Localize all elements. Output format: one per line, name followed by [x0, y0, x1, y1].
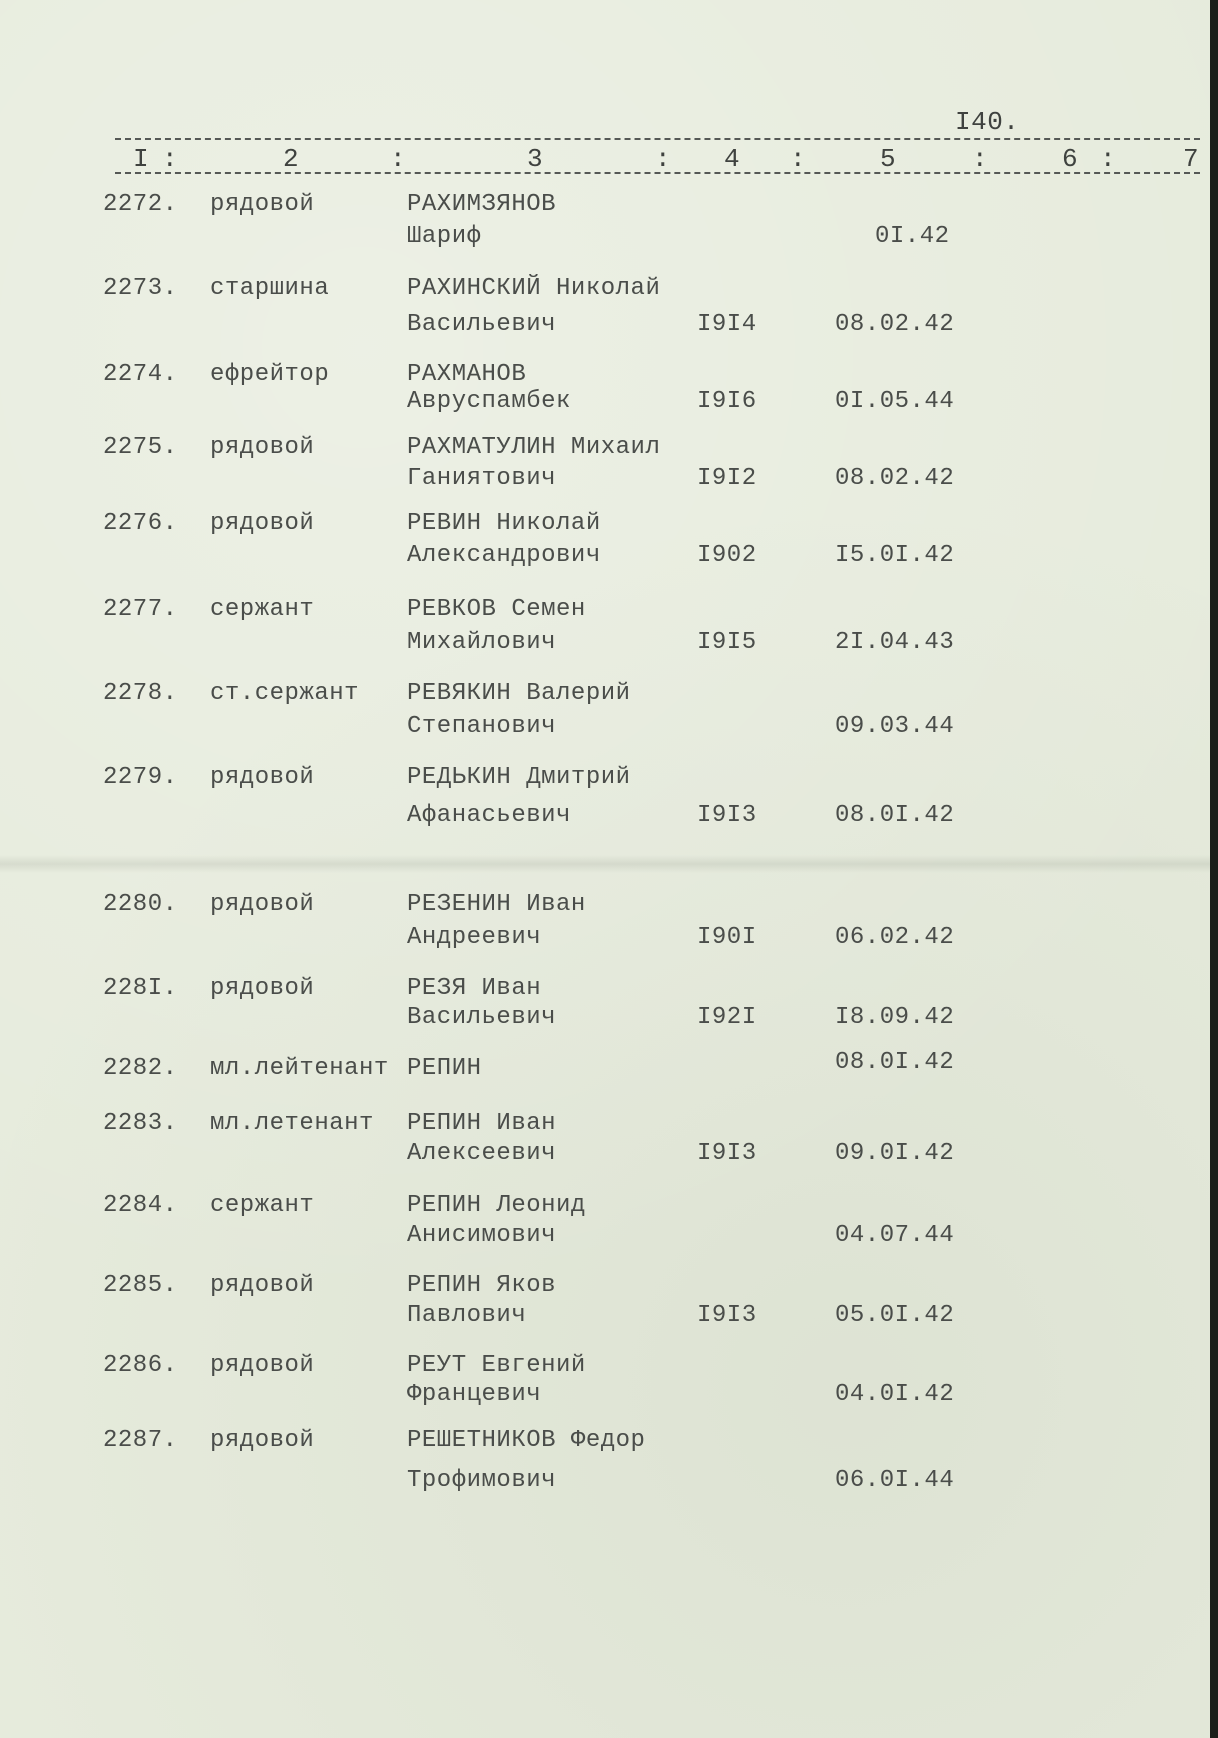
entry-number: 2285.: [103, 1272, 178, 1299]
roster-entry: [0, 975, 1210, 1053]
entry-date: 04.0I.42: [835, 1381, 955, 1408]
entry-date: I5.0I.42: [835, 542, 955, 569]
entry-date: 2I.04.43: [835, 629, 955, 656]
entry-given-name: Трофимович: [407, 1467, 557, 1494]
entry-rank: ефрейтор: [210, 361, 330, 388]
roster-entry: [0, 275, 1210, 353]
entry-birth-year: I9I4: [697, 311, 757, 338]
roster-entry: [0, 596, 1210, 674]
entry-given-name: Шариф: [407, 223, 482, 250]
entry-surname: РЕПИН Леонид: [407, 1192, 586, 1219]
entry-rank: сержант: [210, 1192, 315, 1219]
entry-surname: РАХМАНОВ: [407, 361, 527, 388]
entry-given-name: Степанович: [407, 713, 557, 740]
roster-entry: [0, 510, 1210, 588]
entry-number: 2283.: [103, 1110, 178, 1137]
entry-rank: сержант: [210, 596, 315, 623]
column-separator: :: [972, 144, 988, 174]
entry-rank: рядовой: [210, 1272, 315, 1299]
entry-number: 2275.: [103, 434, 178, 461]
roster-entry: [0, 1352, 1210, 1430]
column-header-4: 4: [724, 144, 740, 174]
entry-surname: РЕШЕТНИКОВ Федор: [407, 1427, 646, 1454]
entry-rank: рядовой: [210, 1427, 315, 1454]
roster-entry: [0, 1192, 1210, 1270]
entry-date: 06.02.42: [835, 924, 955, 951]
column-separator: :: [1100, 144, 1116, 174]
entry-surname: РЕУТ Евгений: [407, 1352, 586, 1379]
entry-date: I8.09.42: [835, 1004, 955, 1031]
entry-rank: рядовой: [210, 1352, 315, 1379]
entry-surname: РЕПИН Яков: [407, 1272, 557, 1299]
roster-entry: [0, 764, 1210, 842]
entry-number: 2282.: [103, 1055, 178, 1082]
entry-rank: мл.лейтенант: [210, 1055, 389, 1082]
entry-number: 2279.: [103, 764, 178, 791]
entry-rank: старшина: [210, 275, 330, 302]
entry-given-name: Васильевич: [407, 1004, 557, 1031]
entry-surname: РАХИНСКИЙ Николай: [407, 275, 661, 302]
column-header-6: 6: [1062, 144, 1078, 174]
entry-surname: РЕЗЕНИН Иван: [407, 891, 586, 918]
entry-number: 2278.: [103, 680, 178, 707]
entry-date: 06.0I.44: [835, 1467, 955, 1494]
column-separator: :: [790, 144, 806, 174]
column-separator: :: [655, 144, 671, 174]
entry-given-name: Ганиятович: [407, 465, 557, 492]
entry-birth-year: I9I3: [697, 802, 757, 829]
entry-date: 09.03.44: [835, 713, 955, 740]
entry-birth-year: I9I5: [697, 629, 757, 656]
entry-birth-year: I9I3: [697, 1302, 757, 1329]
entry-given-name: Авруспамбек: [407, 388, 571, 415]
roster-entry: [0, 1427, 1210, 1505]
column-header-3: 3: [527, 144, 543, 174]
roster-entry: [0, 1110, 1210, 1188]
column-separator: :: [162, 144, 178, 174]
entry-given-name: Афанасьевич: [407, 802, 571, 829]
entry-surname: РЕДЬКИН Дмитрий: [407, 764, 631, 791]
entry-birth-year: I90I: [697, 924, 757, 951]
entry-rank: рядовой: [210, 191, 315, 218]
entry-number: 2277.: [103, 596, 178, 623]
column-header-1: I: [133, 144, 149, 174]
entry-rank: рядовой: [210, 975, 315, 1002]
entry-number: 2273.: [103, 275, 178, 302]
entry-date: 08.0I.42: [835, 802, 955, 829]
entry-number: 2287.: [103, 1427, 178, 1454]
entry-date: 0I.05.44: [835, 388, 955, 415]
entry-birth-year: I9I3: [697, 1140, 757, 1167]
entry-given-name: Михайлович: [407, 629, 557, 656]
roster-entry: [0, 191, 1210, 269]
entry-number: 2276.: [103, 510, 178, 537]
entry-date: 08.0I.42: [835, 1049, 955, 1076]
entry-surname: РЕВЯКИН Валерий: [407, 680, 631, 707]
entry-date: 09.0I.42: [835, 1140, 955, 1167]
entry-given-name: Павлович: [407, 1302, 527, 1329]
column-separator: :: [390, 144, 406, 174]
column-header-7: 7: [1183, 144, 1199, 174]
entry-birth-year: I902: [697, 542, 757, 569]
roster-entry: [0, 891, 1210, 969]
entry-rank: рядовой: [210, 510, 315, 537]
entry-given-name: Францевич: [407, 1381, 542, 1408]
page-number: I40.: [955, 107, 1020, 137]
entry-date: 08.02.42: [835, 311, 955, 338]
entry-surname: РЕВИН Николай: [407, 510, 601, 537]
entry-given-name: Анисимович: [407, 1222, 557, 1249]
entry-given-name: Андреевич: [407, 924, 542, 951]
entry-rank: рядовой: [210, 764, 315, 791]
entry-rank: мл.летенант: [210, 1110, 374, 1137]
entry-rank: ст.сержант: [210, 680, 360, 707]
roster-entry: [0, 680, 1210, 758]
entry-given-name: Александрович: [407, 542, 601, 569]
entry-number: 2286.: [103, 1352, 178, 1379]
entry-date: 04.07.44: [835, 1222, 955, 1249]
entry-rank: рядовой: [210, 434, 315, 461]
entry-number: 2274.: [103, 361, 178, 388]
entry-birth-year: I92I: [697, 1004, 757, 1031]
entry-date: 05.0I.42: [835, 1302, 955, 1329]
entry-surname: РЕВКОВ Семен: [407, 596, 586, 623]
entry-birth-year: I9I6: [697, 388, 757, 415]
entry-number: 2280.: [103, 891, 178, 918]
entry-birth-year: I9I2: [697, 465, 757, 492]
entry-rank: рядовой: [210, 891, 315, 918]
roster-entry: [0, 1272, 1210, 1350]
entry-number: 228I.: [103, 975, 178, 1002]
entry-surname: РЕЗЯ Иван: [407, 975, 542, 1002]
column-header-2: 2: [283, 144, 299, 174]
entry-surname: РАХИМЗЯНОВ: [407, 191, 557, 218]
roster-entry: [0, 361, 1210, 439]
roster-entry: [0, 434, 1210, 512]
column-header-5: 5: [880, 144, 896, 174]
entry-surname: РАХМАТУЛИН Михаил: [407, 434, 661, 461]
entry-date: 0I.42: [875, 223, 950, 250]
entry-number: 2272.: [103, 191, 178, 218]
entry-surname: РЕПИН: [407, 1055, 482, 1082]
entry-date: 08.02.42: [835, 465, 955, 492]
entry-given-name: Васильевич: [407, 311, 557, 338]
entry-given-name: Алексеевич: [407, 1140, 557, 1167]
entry-number: 2284.: [103, 1192, 178, 1219]
entry-surname: РЕПИН Иван: [407, 1110, 557, 1137]
